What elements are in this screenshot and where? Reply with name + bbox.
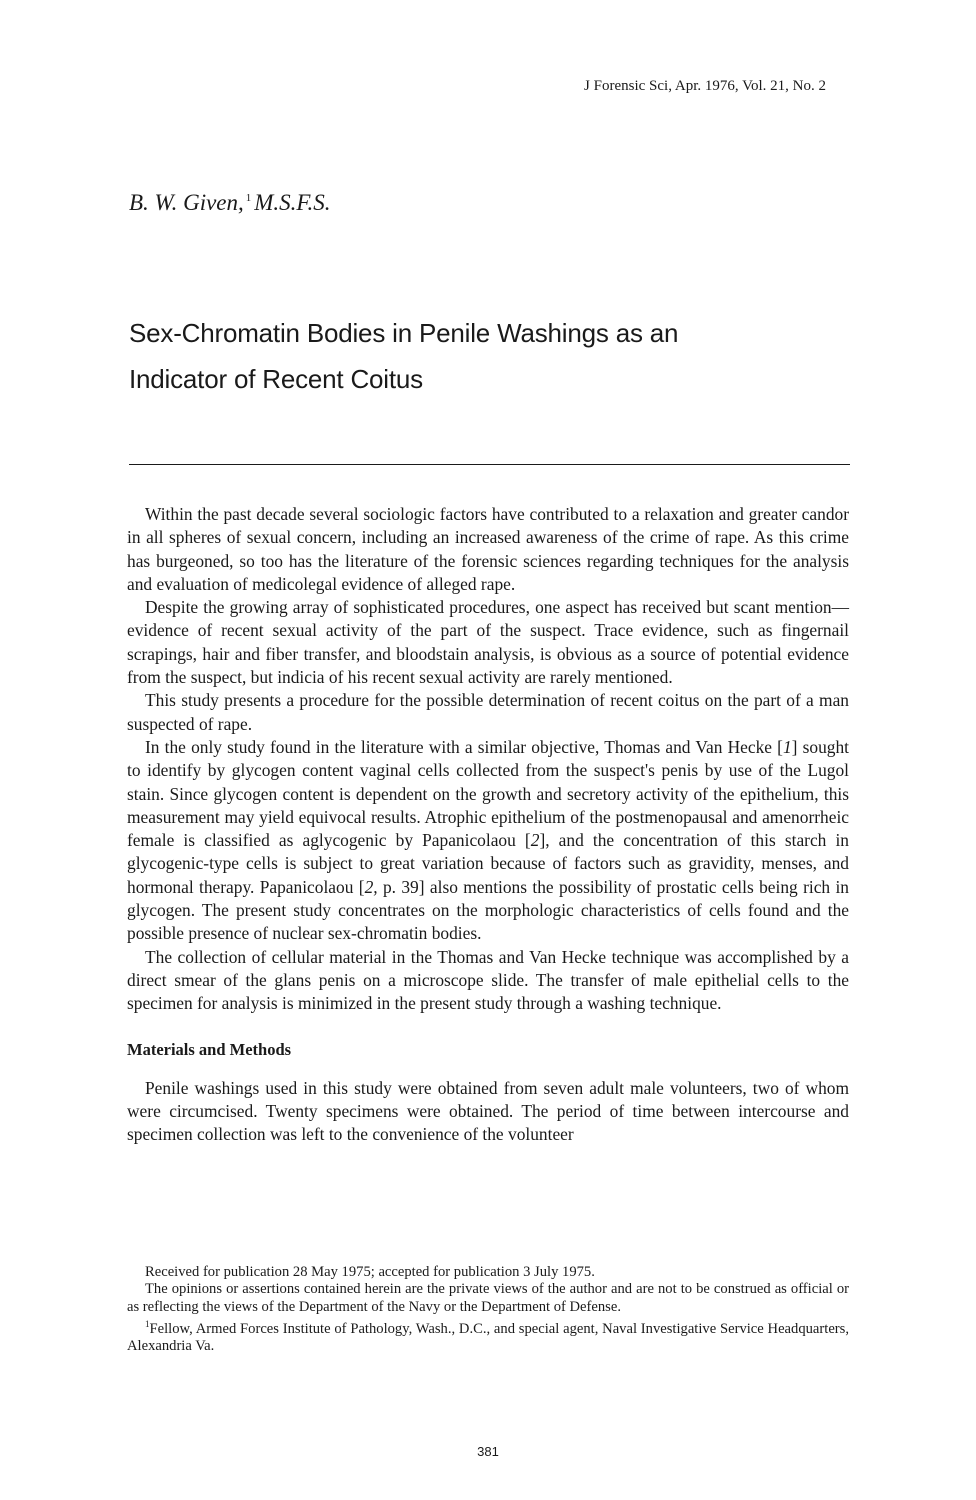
footnote-affiliation-text: Fellow, Armed Forces Institute of Pathology, Wash., D.C., and special agent, Naval Investigative Service Headquarters, Alexandria Va. [127,1321,849,1355]
paragraph-4-text-c: ], and the concentration of this starch in glycogenic-type cells is subject to great variation because of factors such as gravidity, menses, and hormonal therapy. Papanicolaou [ [127,830,850,897]
paragraph-3: This study presents a procedure for the possible determination of recent coitus on the part of a man suspected of rape. [127,690,849,734]
citation-ref: 2, [364,876,378,897]
paragraph-4-text-d: p. 39] also mentions the possibility of prostatic cells being rich in glycogen. The present study concentrates on the morphologic characteristics of cells found and the possible presence of nuclear sex-chromatin bodies. [127,876,849,944]
author-line [129,190,331,216]
paragraph-4-text-a: In the only study found in the literature with a similar objective, Thomas and Van Hecke [ [145,736,783,757]
article-title [129,310,849,402]
footnotes [127,1264,849,1356]
title-divider [129,464,850,465]
author-name: B. W. Given, [129,190,244,215]
paragraph-2: Despite the growing array of sophisticated procedures, one aspect has received but scant mention—evidence of recent sexual activity of the part of the suspect. Trace evidence, such as fingernail scrapings, hair and fiber transfer, and bloodstain analysis, is obvious as a source of potential evidence from the suspect, but indicia of his recent sexual activity are rarely mentioned. [127,597,849,688]
paragraph-4-text-b: ] sought to identify by glycogen content vaginal cells collected from the suspect's penis by use of the Lugol stain. Since glycogen content is dependent on the growth and secretory activity of the epithelium, this measurement may yield equivocal results. Atrophic epithelium of the postmenopausal and amenorrheic female is classified as aglycogenic by Papanicolaou [ [127,736,849,851]
author-footnote-mark: 1 [245,192,252,205]
footnote-received: Received for publication 28 May 1975; accepted for publication 3 July 1975. [145,1264,595,1280]
running-head: J Forensic Sci, Apr. 1976, Vol. 21, No. 2 [584,78,826,94]
paragraph-4 [127,736,849,946]
author-degree: M.S.F.S. [254,190,331,215]
footnote-mark: 1 [145,1319,150,1330]
paragraph-1: Within the past decade several sociologic factors have contributed to a relaxation and greater candor in all spheres of sexual concern, including an increased awareness of the crime of rape. As this crime has burgeoned, so too has the literature of the forensic sciences regarding techniques for the analysis and evaluation of medicolegal evidence of alleged rape. [127,504,849,594]
page-number: 381 [477,1444,499,1459]
citation-ref: 1 [782,736,792,757]
footnote-disclaimer: The opinions or assertions contained herein are the private views of the author and are not to be construed as official or as reflecting the views of the Department of the Navy or the Department of Defense. [127,1281,849,1315]
paragraph-6: Penile washings used in this study were obtained from seven adult male volunteers, two of whom were circumcised. Twenty specimens were obtained. The period of time between intercourse and specimen collection was left to the convenience of the volunteer [127,1077,849,1145]
article-body [127,503,849,1147]
paragraph-5: The collection of cellular material in the Thomas and Van Hecke technique was accomplished by a direct smear of the glans penis on a microscope slide. The transfer of male epithelial cells to the specimen for analysis is minimized in the present study through a washing technique. [127,946,849,1014]
section-heading: Materials and Methods [127,1039,292,1059]
footnote-affiliation [127,1316,849,1356]
title-line-1: Sex-Chromatin Bodies in Penile Washings as an [129,318,679,348]
citation-ref: 2 [530,830,540,851]
title-line-2: Indicator of Recent Coitus [129,364,423,394]
